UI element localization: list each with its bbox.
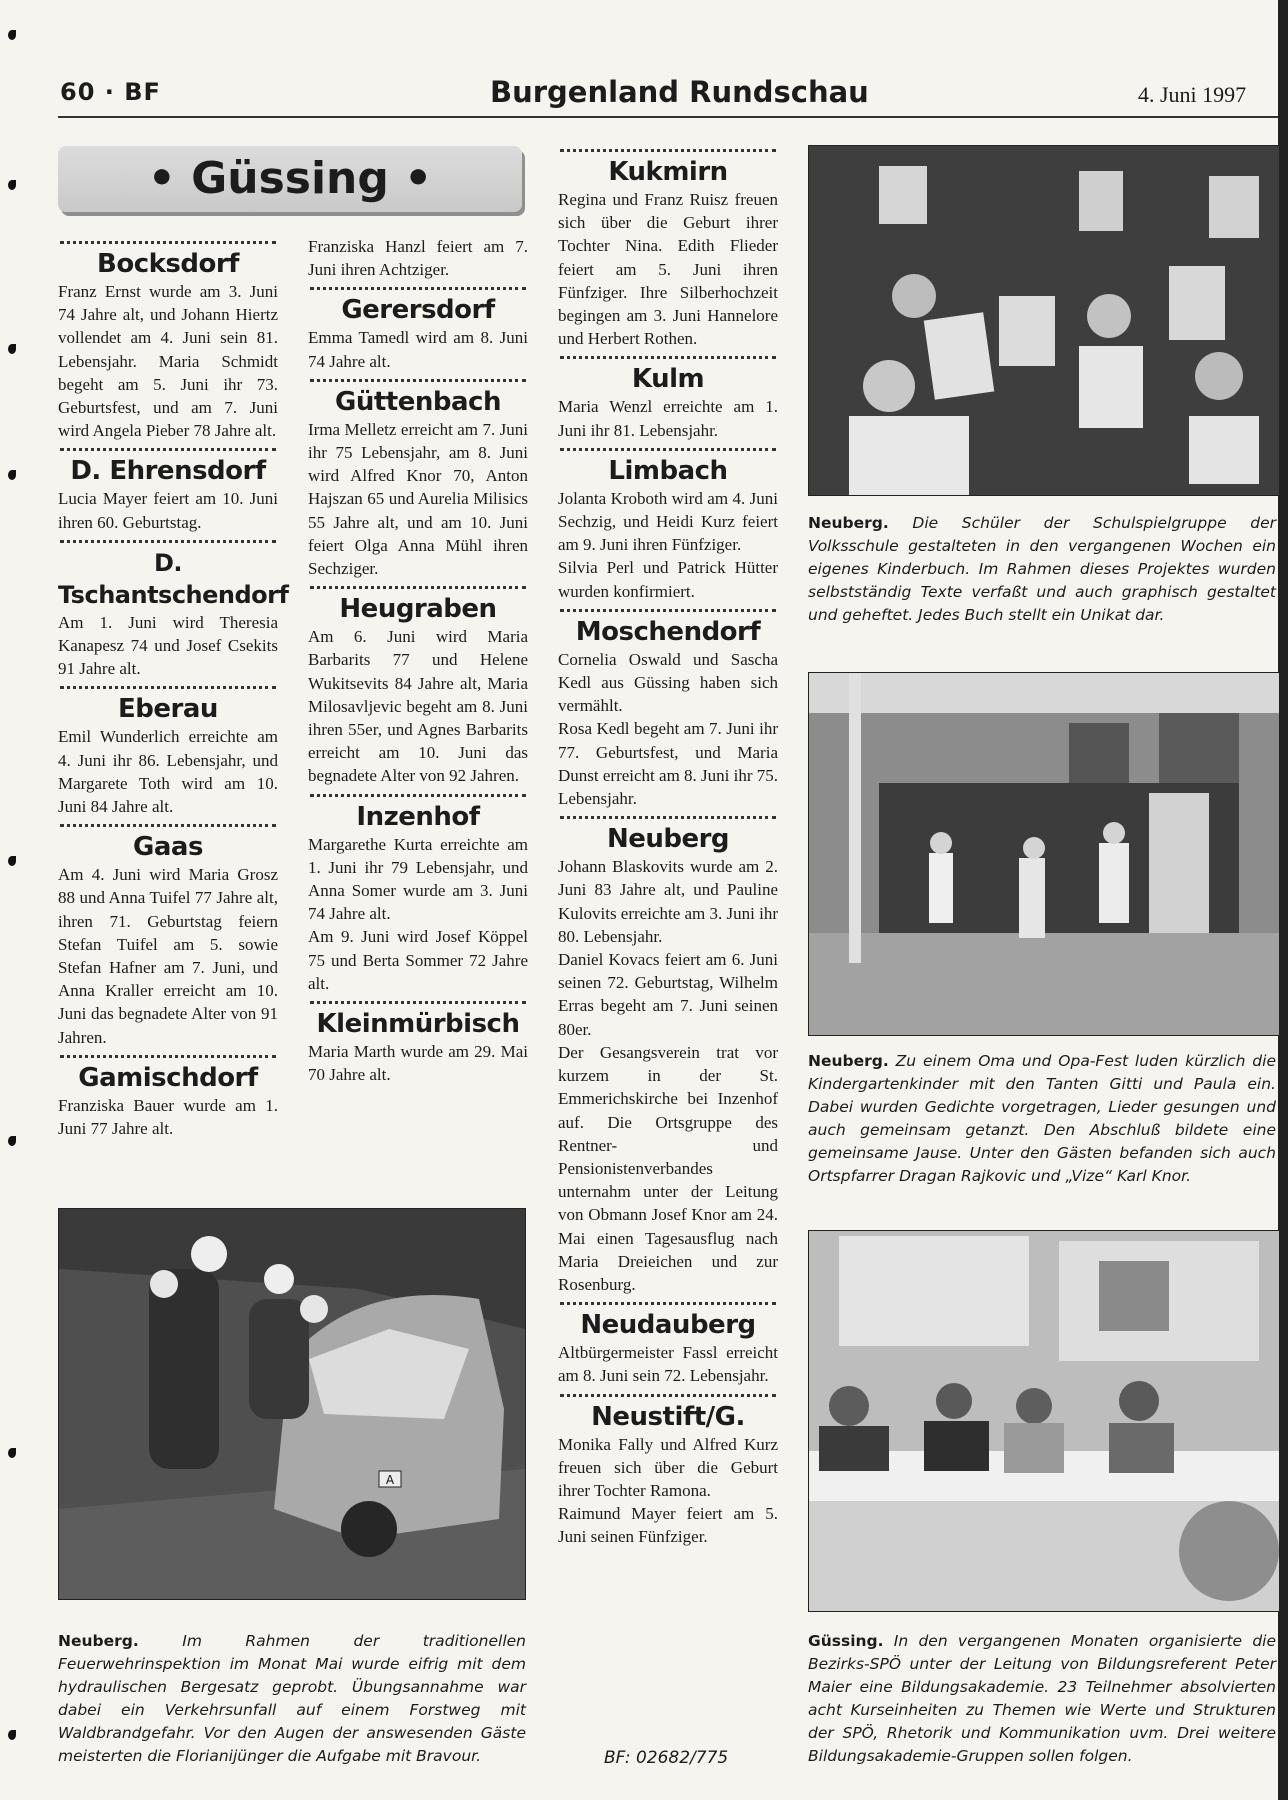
news-item: [558, 356, 778, 441]
news-item: [558, 816, 778, 1296]
item-text: Monika Fally und Alfred Kurz freuen sich über die Geburt ihrer Tochter Ramona. Raimund Mayer feiert am 5. Juni seinen Fünfziger.: [558, 1434, 778, 1547]
dotted-divider: [310, 1001, 526, 1004]
place-heading: Neustift/G.: [591, 1401, 745, 1432]
place-heading: Gerersdorf: [341, 295, 495, 326]
item-text: Cornelia Oswald und Sascha Kedl aus Güssing haben sich vermählt. Rosa Kedl begeht am 7. Juni ihr 77. Geburtsfest, und Maria Dunst erreicht am 8. Juni ihr 75. Lebensjahr.: [558, 649, 779, 809]
news-item: [558, 609, 778, 810]
dotted-divider: [310, 287, 526, 290]
news-item: [58, 824, 278, 1049]
caption-text: Im Rahmen der traditionellen Feuerwehrinspektion im Monat Mai wurde eifrig mit dem hydraulischen Bergesatz geprobt. Übungsannahme war dabei ein Verkehrsunfall auf einem Forstweg mit Waldbrandgefahr. Vor den Augen der answesenden Gäste meisterten die Florianijünger die Aufgabe mit Bravour.: [58, 1632, 526, 1765]
header-rule: [58, 116, 1278, 118]
footer-phone: BF: 02682/775: [604, 1748, 729, 1768]
license-plate-letter: A: [385, 1473, 395, 1487]
dotted-divider: [60, 824, 276, 827]
item-text: Franziska Bauer wurde am 1. Juni 77 Jahre alt.: [58, 1095, 278, 1139]
margin-mark: [8, 856, 16, 866]
dotted-divider: [560, 816, 776, 819]
item-text: Maria Wenzl erreichte am 1. Juni ihr 81. Lebensjahr.: [558, 397, 778, 440]
caption-school-children: [808, 512, 1276, 627]
place-heading: Bocksdorf: [97, 249, 239, 279]
place-heading: Inzenhof: [356, 801, 480, 832]
fire-brigade-photo: [58, 1208, 526, 1600]
margin-mark: [8, 30, 16, 40]
item-text: Jolanta Kroboth wird am 4. Juni Sechzig, und Heidi Kurz feiert am 9. Juni ihren Fünfziger. Silvia Perl und Patrick Hütter wurden konfirmiert.: [558, 488, 778, 601]
caption-fire-brigade: [58, 1630, 526, 1768]
place-heading: Kulm: [631, 364, 705, 395]
news-item: [58, 540, 289, 681]
caption-lead: Neuberg.: [808, 1052, 889, 1070]
grandparents-festival-photo: [808, 672, 1280, 1036]
dotted-divider: [60, 241, 276, 244]
caption-lead: Neuberg.: [808, 514, 889, 532]
caption-text: Die Schüler der Schulspielgruppe der Volksschule gestalteten in den vergangenen Wochen ein eigenes Kinderbuch. Im Rahmen dieses Projektes wurden selbstständig Texte verfaßt und auch graphisch gestaltet und geheftet. Jedes Buch stellt ein Unikat dar.: [808, 514, 1276, 624]
margin-mark: [8, 344, 16, 354]
dotted-divider: [560, 356, 776, 359]
issue-date: 4. Juni 1997: [1138, 82, 1247, 107]
education-academy-photo: [808, 1230, 1280, 1612]
item-text: Emil Wunderlich erreichte am 4. Juni ihr 86. Lebensjahr, und Margarete Toth wird am 10. Juni 84 Jahre alt.: [58, 727, 278, 817]
place-heading: D. Tschantschendorf: [58, 548, 289, 609]
item-text: Franziska Hanzl feiert am 7. Juni ihren Achtziger.: [308, 237, 528, 280]
news-item: [558, 149, 778, 350]
item-text: Am 4. Juni wird Maria Grosz 88 und Anna Tuifel 77 Jahre alt, ihren 71. Geburtstag feiern Stefan Tuifel am 5. sowie Stefan Hafner am 7. Juni, und Anna Kraller erreicht am 10. Juni das begnadete Alter von 91 Jahren.: [58, 865, 278, 1047]
dotted-divider: [560, 149, 776, 152]
news-item: [58, 1055, 278, 1140]
place-heading: Kukmirn: [608, 157, 728, 187]
news-item: [308, 1001, 528, 1086]
dotted-divider: [310, 379, 526, 382]
place-heading: D. Ehrensdorf: [70, 456, 266, 487]
margin-mark: [8, 1448, 16, 1458]
caption-education-academy: [808, 1630, 1276, 1768]
dotted-divider: [310, 586, 526, 589]
news-column-1: [58, 235, 289, 1140]
dotted-divider: [560, 609, 776, 612]
margin-mark: [8, 1730, 16, 1740]
news-item: [58, 448, 278, 533]
news-item: [558, 1302, 778, 1387]
item-text: Irma Melletz erreicht am 7. Juni ihr 75 Lebensjahr, am 8. Juni wird Alfred Knor 70, Anton Hajszan 65 und Aurelia Milisics 55 Jahre alt, und am 10. Juni feiert Olga Anna Mühl ihren Sechziger.: [308, 419, 528, 579]
news-column-3: [558, 143, 778, 1549]
place-heading: Gamischdorf: [78, 1062, 258, 1093]
caption-grandparents-festival: [808, 1050, 1276, 1188]
caption-lead: Neuberg.: [58, 1632, 139, 1650]
item-text: Lucia Mayer feiert am 10. Juni ihren 60. Geburtstag.: [58, 489, 278, 532]
item-text: Regina und Franz Ruisz freuen sich über die Geburt ihrer Tochter Nina. Edith Flieder feiert am 5. Juni ihren Fünfziger. Ihre Silberhochzeit begingen am 3. Juni Hannelore und Herbert Rothen.: [558, 190, 778, 349]
item-text: Am 1. Juni wird Theresia Kanapesz 74 und Josef Csekits 91 Jahre alt.: [58, 612, 278, 679]
place-heading: Neuberg: [606, 824, 730, 855]
place-heading: Limbach: [608, 455, 728, 486]
dotted-divider: [60, 1055, 276, 1058]
dotted-divider: [60, 448, 276, 451]
page-number: 60 · BF: [60, 78, 161, 106]
place-heading: Kleinmürbisch: [316, 1009, 520, 1040]
caption-text: Zu einem Oma und Opa-Fest luden kürzlich die Kindergartenkinder mit den Tanten Gitti und Paula ein. Dabei wurden Gedichte vorgetragen, Lieder gesungen und auch gemeinsam getanzt. Den Abschluß bildete eine gemeinsame Jause. Unter den Gästen befanden sich auch Ortspfarrer Dragan Rajkovic und „Vize“ Karl Knor.: [808, 1052, 1276, 1185]
news-item: [58, 686, 278, 818]
dotted-divider: [560, 1302, 776, 1305]
dotted-divider: [560, 448, 776, 451]
item-text: Johann Blaskovits wurde am 2. Juni 83 Jahre alt, und Pauline Kulovits erreichte am 3. Juni ihr 80. Lebensjahr. Daniel Kovacs feiert am 6. Juni seinen 72. Geburtstag, Wilhelm Erras begeht am 7. Juni seinen 80er. Der Gesangsverein trat vor kurzem in der St. Emmerichskirche bei Inzenhof auf. Die Ortsgruppe des Rentner- und Pensionistenverbandes unternahm unter der Leitung von Obmann Josef Knor am 24. Mai einen Tagesausflug nach Maria Dreieichen und zur Rosenburg.: [558, 857, 779, 1294]
place-heading: Güttenbach: [335, 386, 501, 417]
item-text: Am 6. Juni wird Maria Barbarits 77 und Helene Wukitsevits 84 Jahre alt, Maria Milosavljevic begeht am 8. Juni ihren 55er, und Agnes Barbarits erreicht am 10. Juni das begnadete Alter von 92 Jahren.: [308, 627, 528, 786]
dotted-divider: [310, 794, 526, 797]
caption-text: In den vergangenen Monaten organisierte die Bezirks-SPÖ unter der Leitung von Bildungsreferent Peter Maier eine Bildungsakademie. 23 Teilnehmer absolvierten acht Kurseinheiten zu Themen wie Werte und Strukturen der SPÖ, Rhetorik und Kommunikation uvm. Drei weitere Bildungsakademie-Gruppen sollen folgen.: [808, 1632, 1276, 1765]
dotted-divider: [560, 1394, 776, 1397]
place-heading: Neudauberg: [580, 1310, 756, 1341]
news-item: [308, 287, 528, 372]
item-text: Maria Marth wurde am 29. Mai 70 Jahre alt.: [308, 1042, 528, 1085]
dotted-divider: [60, 686, 276, 689]
news-item: [558, 448, 778, 603]
place-heading: Moschendorf: [575, 616, 761, 647]
section-banner: • Güssing •: [58, 146, 522, 212]
dotted-divider: [60, 540, 276, 543]
news-item: [308, 235, 528, 281]
place-heading: Heugraben: [339, 594, 497, 625]
item-text: Emma Tamedl wird am 8. Juni 74 Jahre alt.: [308, 328, 528, 371]
caption-lead: Güssing.: [808, 1632, 884, 1650]
place-heading: Gaas: [133, 832, 203, 863]
margin-mark: [8, 1136, 16, 1146]
item-text: Franz Ernst wurde am 3. Juni 74 Jahre alt, und Johann Hiertz vollendet am 4. Juni sein 81. Lebensjahr. Maria Schmidt begeht am 5. Juni ihr 73. Geburtsfest, und am 7. Juni wird Angela Pieber 78 Jahre alt.: [58, 282, 278, 441]
place-heading: Eberau: [118, 694, 218, 725]
news-item: [58, 241, 278, 442]
news-item: [308, 794, 528, 995]
news-column-2: [308, 235, 528, 1086]
newspaper-title: Burgenland Rundschau: [490, 75, 869, 109]
news-item: [308, 586, 528, 787]
margin-mark: [8, 470, 16, 480]
news-item: [558, 1394, 778, 1549]
item-text: Margarethe Kurta erreichte am 1. Juni ihr 79 Lebensjahr, und Anna Somer wurde am 3. Juni 74 Jahre alt. Am 9. Juni wird Josef Köppel 75 und Berta Sommer 72 Jahre alt.: [308, 834, 528, 993]
news-item: [308, 379, 528, 580]
margin-mark: [8, 180, 16, 190]
school-children-photo: [808, 145, 1280, 496]
item-text: Altbürgermeister Fassl erreicht am 8. Juni sein 72. Lebensjahr.: [558, 1343, 778, 1386]
